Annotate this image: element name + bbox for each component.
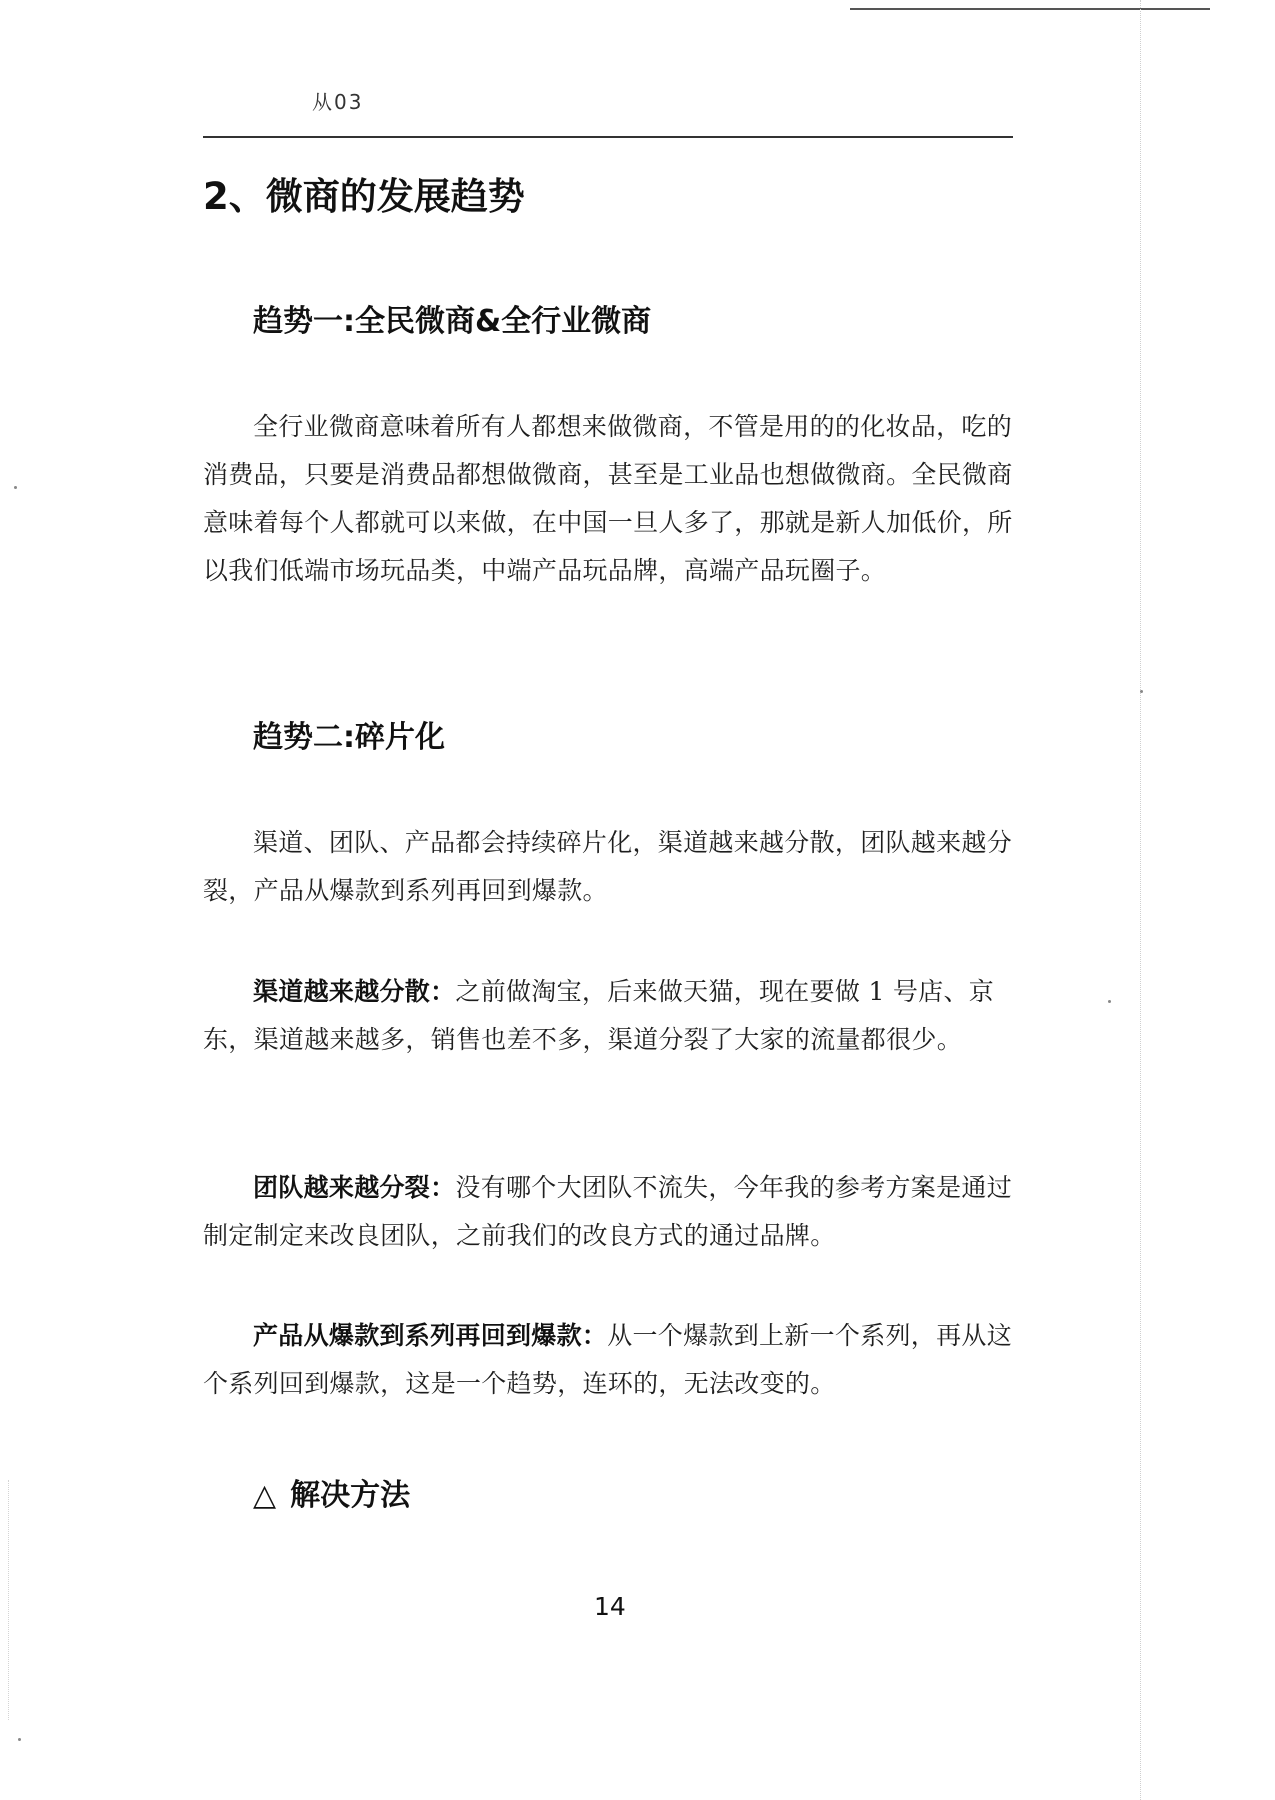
point-product-text: 从一个爆款到上新一个系列，再从这个系列回到爆款，这是一个趋势，连环的，无法改变的。 xyxy=(203,1321,1013,1398)
trend1-paragraph: 全行业微商意味着所有人都想来做微商，不管是用的的化妆品，吃的消费品，只要是消费品都想做微商，甚至是工业品也想做微商。全民微商意味着每个人都就可以来做，在中国一旦人多了，那就是新人加低价，所以我们低端市场玩品类，中端产品玩品牌，高端产品玩圈子。 xyxy=(203,412,1013,585)
point-product-lead: 产品从爆款到系列再回到爆款： xyxy=(253,1321,608,1350)
section-title: 2、微商的发展趋势 xyxy=(203,175,525,218)
point-team-split xyxy=(203,1164,1025,1260)
solution-title: 解决方法 xyxy=(290,1478,411,1513)
solution-heading xyxy=(253,1470,410,1514)
scan-speck xyxy=(1140,690,1143,693)
running-header: 从03 xyxy=(312,90,364,114)
scan-edge-line xyxy=(850,8,1210,10)
scan-speck xyxy=(1108,1000,1111,1003)
trend1-title: 趋势一:全民微商&全行业微商 xyxy=(253,304,652,339)
scan-edge-left xyxy=(8,1480,9,1720)
scan-speck xyxy=(14,486,17,489)
scan-edge-right xyxy=(1140,0,1141,1800)
page-number: 14 xyxy=(594,1592,626,1621)
point-team-text: 没有哪个大团队不流失，今年我的参考方案是通过制定制定来改良团队，之前我们的改良方式的通过品牌。 xyxy=(203,1173,1013,1250)
point-product-cycle xyxy=(203,1312,1025,1408)
point-team-lead: 团队越来越分裂： xyxy=(253,1173,456,1202)
header-rule xyxy=(203,136,1013,138)
triangle-icon: △ xyxy=(253,1478,277,1513)
trend2-title: 趋势二:碎片化 xyxy=(253,720,445,755)
point-channel-dispersion xyxy=(203,968,1025,1064)
trend2-intro: 渠道、团队、产品都会持续碎片化，渠道越来越分散，团队越来越分裂，产品从爆款到系列再回到爆款。 xyxy=(203,828,1013,905)
point-channel-lead: 渠道越来越分散： xyxy=(253,977,456,1006)
point-channel-text: 之前做淘宝，后来做天猫，现在要做 1 号店、京东，渠道越来越多，销售也差不多，渠道分裂了大家的流量都很少。 xyxy=(203,977,995,1054)
scan-speck xyxy=(18,1738,21,1741)
